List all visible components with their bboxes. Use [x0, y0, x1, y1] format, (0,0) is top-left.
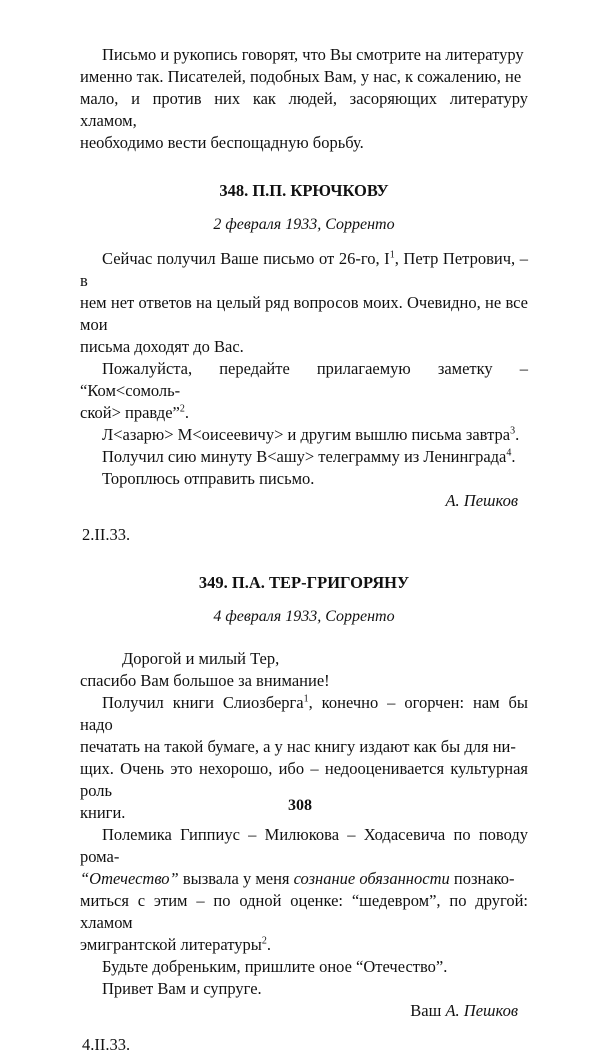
letter-349-p1: спасибо Вам большое за внимание!	[80, 671, 330, 690]
letter-348-p1-line-1: Сейчас получил Ваше письмо от 26-го, $I^1$, Петр Петрович, – в	[80, 249, 528, 290]
footnote-mark: 3	[510, 425, 516, 437]
letter-349-p4: Будьте добреньким, пришлите оное “Отечество”.	[102, 957, 448, 976]
letter-349-p3-line-2: “Отечество” вызвала у меня сознание обязанности познако-	[80, 869, 515, 888]
footnote-mark: 2	[179, 403, 185, 415]
letter-348-p2-line-1: Пожалуйста, передайте прилагаемую заметку – “Ком<сомоль-	[80, 359, 528, 400]
letter-348-p3: Л<азарю> М<оисеевичу> и другим вышлю письма завтра$^3$.	[102, 425, 520, 444]
letter-348-end-date: 2.II.33.	[82, 525, 131, 544]
footnote-mark: 1	[389, 249, 395, 261]
letter-349-p3-line-1: Полемика Гиппиус – Милюкова – Ходасевича по поводу рома-	[80, 825, 528, 866]
letter-349-p2-line-3: щих. Очень это нехорошо, ибо – недооценивается культурная роль	[80, 759, 528, 800]
intro-line-4: необходимо вести беспощадную борьбу.	[80, 133, 364, 152]
intro-paragraph	[80, 44, 528, 154]
letter-348-date: 2 февраля 1933, Сорренто	[213, 216, 395, 233]
footnote-mark: 4	[506, 447, 512, 459]
intro-line-3: мало, и против них как людей, засоряющих литературу хламом,	[80, 89, 528, 130]
page-number: 308	[288, 797, 312, 814]
letter-348-p5: Тороплюсь отправить письмо.	[102, 469, 315, 488]
letter-348-signature: А. Пешков	[445, 491, 518, 510]
letter-349-date: 4 февраля 1933, Сорренто	[213, 608, 395, 625]
letter-348-p1-line-3: письма доходят до Вас.	[80, 337, 244, 356]
letter-348	[80, 180, 528, 546]
footnote-mark: 1	[303, 693, 309, 705]
letter-348-p1-line-2: нем нет ответов на целый ряд вопросов моих. Очевидно, не все мои	[80, 293, 528, 334]
page-content	[80, 44, 528, 1056]
letter-348-heading: 348. П.П. КРЮЧКОВУ	[219, 181, 389, 200]
letter-348-p2-line-2: ской> правде”$^2$.	[80, 403, 189, 422]
letter-349-p2-line-2: печатать на такой бумаге, а у нас книгу издают как бы для ни-	[80, 737, 516, 756]
letter-349-p2-line-4: книги.	[80, 803, 126, 822]
letter-349-salutation: Дорогой и милый Тер,	[122, 649, 280, 668]
footnote-mark: 2	[261, 935, 267, 947]
letter-349-p3-line-3: миться с этим – по одной оценке: “шедевром”, по другой: хламом	[80, 891, 528, 932]
letter-349-p2-line-1: Получил книги Слиозберга$^1$, конечно – огорчен: нам бы надо	[80, 693, 529, 734]
intro-line-1: Письмо и рукопись говорят, что Вы смотрите на литературу	[102, 45, 524, 64]
letter-349-end-date: 4.II.33.	[82, 1035, 131, 1054]
letter-349-heading: 349. П.А. ТЕР-ГРИГОРЯНУ	[198, 573, 410, 592]
intro-line-2: именно так. Писателей, подобных Вам, у нас, к сожалению, не	[80, 67, 522, 86]
letter-349-p3-line-4: эмигрантской литературы$^2$.	[80, 935, 271, 954]
letter-348-p4: Получил сию минуту В<ашу> телеграмму из Ленинграда$^4$.	[102, 447, 516, 466]
letter-349-p5: Привет Вам и супруге.	[102, 979, 262, 998]
letter-349-signature: Ваш А. Пешков	[410, 1001, 518, 1020]
